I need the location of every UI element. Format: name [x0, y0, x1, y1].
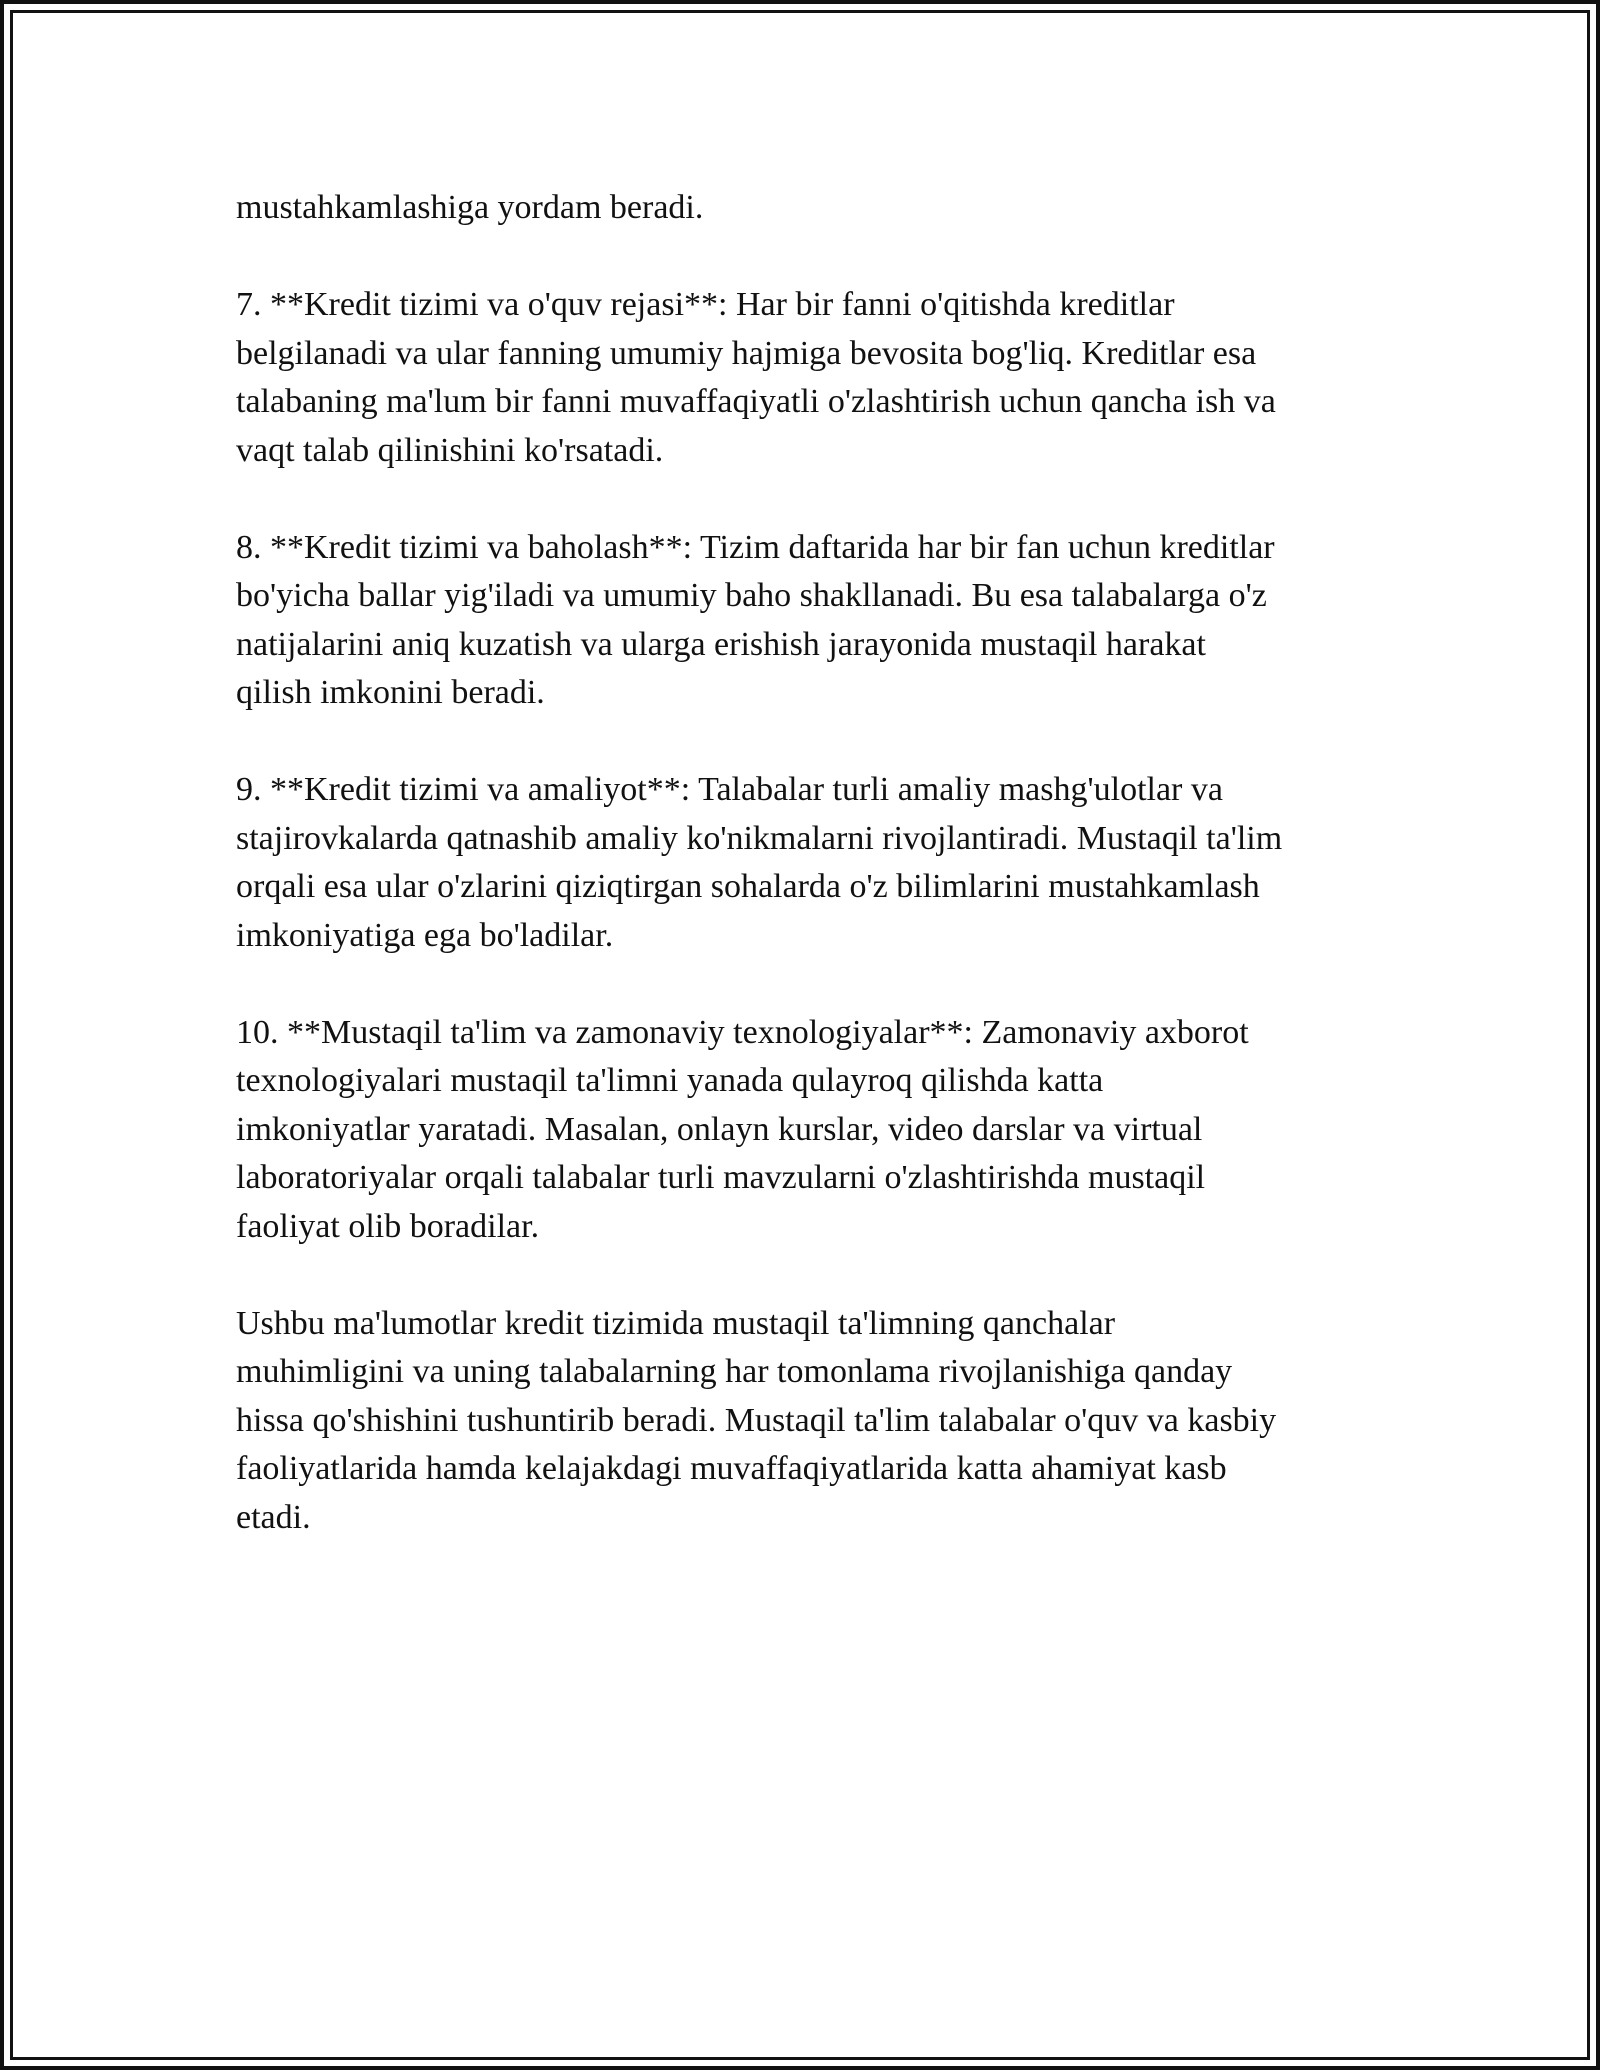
- paragraph-item-10: 10. **Mustaqil ta'lim va zamonaviy texnologiyalar**: Zamonaviy axborot texnologiyalari mustaqil ta'limni yanada qulayroq qilishda katta imkoniyatlar yaratadi. Masalan, onlayn kurslar, video darslar va virtual laboratoriyalar orqali talabalar turli mavzularni o'zlashtirishda mustaqil faoliyat olib boradilar.: [236, 1013, 1249, 1245]
- paragraph-item-7: 7. **Kredit tizimi va o'quv rejasi**: Har bir fanni o'qitishda kreditlar belgilanadi va ular fanning umumiy hajmiga bevosita bog'liq. Kreditlar esa talabaning ma'lum bir fanni muvaffaqiyatli o'zlashtirish uchun qancha ish va vaqt talab qilinishini ko'rsatadi.: [236, 286, 1276, 469]
- paragraph-conclusion: Ushbu ma'lumotlar kredit tizimida mustaqil ta'limning qanchalar muhimligini va uning talabalarning har tomonlama rivojlanishiga qanday hissa qo'shishini tushuntirib beradi. Mustaqil ta'lim talabalar o'quv va kasbiy faoliyatlarida hamda kelajakdagi muvaffaqiyatlarida katta ahamiyat kasb etadi.: [236, 1304, 1277, 1536]
- paragraph-continuation: mustahkamlashiga yordam beradi.: [236, 189, 704, 226]
- paragraph-item-8: 8. **Kredit tizimi va baholash**: Tizim daftarida har bir fan uchun kreditlar bo'yicha ballar yig'iladi va umumiy baho shakllanadi. Bu esa talabalarga o'z natijalarini aniq kuzatish va ularga erishish jarayonida mustaqil harakat qilish imkonini beradi.: [236, 528, 1275, 711]
- paragraph-item-9: 9. **Kredit tizimi va amaliyot**: Talabalar turli amaliy mashg'ulotlar va stajirovkalarda qatnashib amaliy ko'nikmalarni rivojlantiradi. Mustaqil ta'lim orqali esa ular o'zlarini qiziqtirgan sohalarda o'z bilimlarini mustahkamlash imkoniyatiga ega bo'ladilar.: [236, 771, 1283, 954]
- document-body: [236, 184, 1376, 1542]
